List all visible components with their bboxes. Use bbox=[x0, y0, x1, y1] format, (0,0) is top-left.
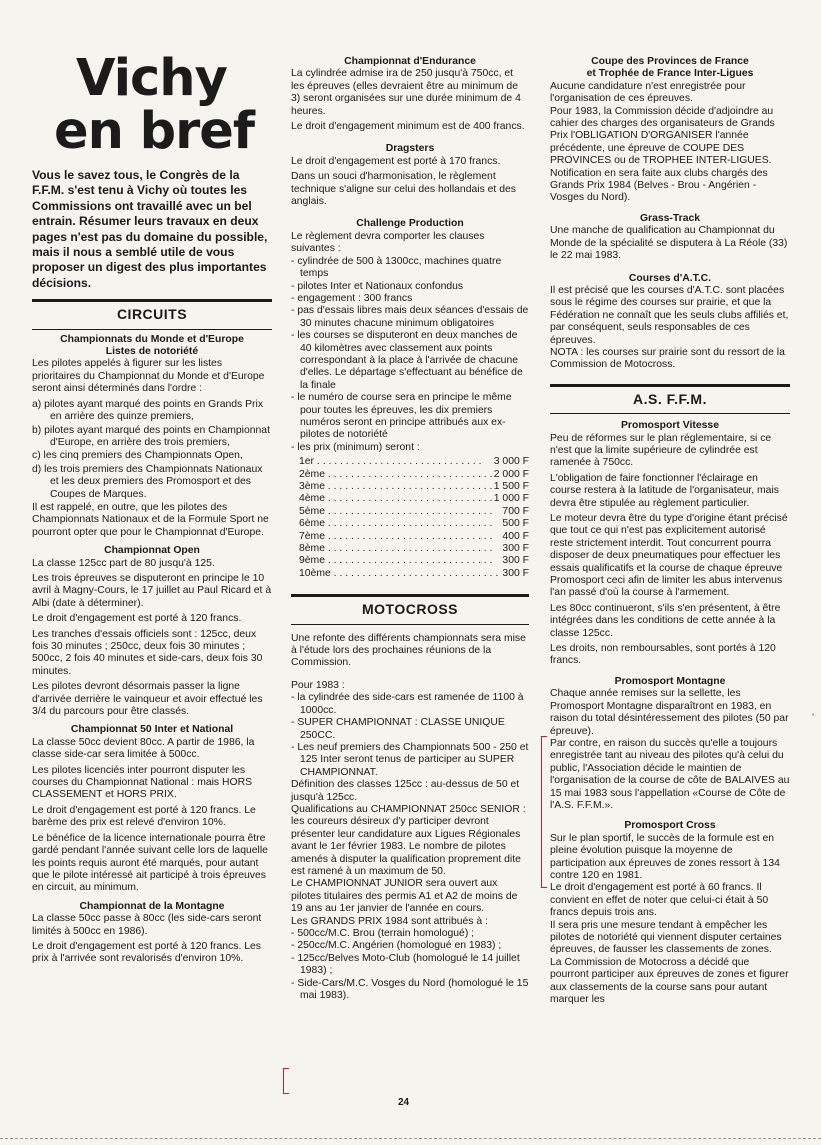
paragraph: La classe 125cc part de 80 jusqu'à 125. bbox=[32, 557, 215, 569]
paragraph: Le droit d'engagement est porté à 120 francs. Le barème des prix est relevé d'environ 10%. bbox=[32, 804, 256, 829]
heading-promo-montagne: Promosport Montagne bbox=[614, 675, 726, 687]
paragraph: Il est précisé que les courses d'A.T.C. sont placées sous le régime des courses sur prairie, et que la Fédération ne connaît que les seuls clubs affiliés et, par conséquent, seuls responsables de ces épreuves. bbox=[550, 284, 789, 346]
section-rule bbox=[550, 413, 790, 414]
heading-vitesse: Promosport Vitesse bbox=[621, 420, 719, 432]
paragraph: Une refonte des différents championnats sera mise à l'étude lors des prochaines réunions de la Commission. bbox=[291, 632, 526, 669]
list-item: - la cylindrée des side-cars est ramenée de 1100 à 1000cc. bbox=[291, 692, 524, 716]
heading-production: Challenge Production bbox=[356, 218, 464, 230]
prize-row: 10ème . . . . . . . . . . . . . . . . . . . . . . . . . . . . . 300 F bbox=[299, 567, 529, 579]
paragraph: La classe 50cc devient 80cc. A partir de 1986, la classe side-car sera limitée à 500cc. bbox=[32, 736, 255, 761]
paragraph: La Commission de Motocross a décidé que pourront participer aux épreuves de zones et figurer aux classements de la course sans pour autant marquer les bbox=[550, 956, 789, 1006]
paragraph: Les trois épreuves se disputeront en principe le 10 avril à Magny-Cours, le 17 juillet au Paul Ricard et à Albi (date à déterminer). bbox=[32, 572, 272, 609]
list-item: - 500cc/M.C. Brou (terrain homologué) ; bbox=[291, 928, 475, 939]
heading-inter50: Championnat 50 Inter et National bbox=[70, 724, 234, 736]
list-item: - 250cc/M.C. Angérien (homologué en 1983) ; bbox=[291, 940, 502, 952]
paragraph: Les droits, non remboursables, sont portés à 120 francs. bbox=[550, 643, 776, 667]
list-item: - Les neuf premiers des Championnats 500 - 250 et 125 Inter seront tenus de participer au SUPER CHAMPIONNAT. bbox=[291, 741, 529, 778]
list-item: - pas d'essais libres mais deux séances d'essais de 30 minutes chacune minimum obligatoires bbox=[291, 305, 529, 329]
paragraph: Pour 1983, la Commission décide d'adjoindre au cahier des charges des organisateurs de Grands Prix l'OBLIGATION D'ORGANISER l'année précédente, une épreuve de COUPE DES PROVINCES ou de TROPHEE INTER-LIGUES. Notification en sera faite aux clubs chargés des Grands Prix 1984 (Belves - Brou - Angérien - Vosges du Nord). bbox=[550, 105, 775, 204]
paragraph: Le droit d'engagement est porté à 60 francs. Il convient en effet de noter que celui-ci était à 50 francs depuis trois ans. bbox=[550, 882, 769, 919]
paragraph: Peu de réformes sur le plan réglementaire, si ce n'est que la limite supérieure de cylindrée est ramenée à 750cc. bbox=[550, 432, 772, 469]
heading-atc: Courses d'A.T.C. bbox=[628, 272, 712, 284]
masthead-line2: en bref bbox=[54, 102, 255, 161]
circuits-title: CIRCUITS bbox=[116, 306, 188, 323]
heading-grasstrack: Grass-Track bbox=[639, 212, 701, 224]
prize-row: 2ème . . . . . . . . . . . . . . . . . . . . . . . . . . . . . 2 000 F bbox=[299, 468, 529, 480]
red-bracket-mark bbox=[283, 1068, 289, 1094]
prize-row: 4ème . . . . . . . . . . . . . . . . . . . . . . . . . . . . . 1 000 F bbox=[299, 493, 529, 505]
list-item: b) pilotes ayant marqué des points en Championnat d'Europe, en arrière des trois premiers, bbox=[32, 424, 270, 448]
paragraph: NOTA : les courses sur prairie sont du ressort de la Commission de Motocross. bbox=[550, 346, 785, 371]
heading-montagne: Championnat de la Montagne bbox=[79, 900, 225, 912]
intro-paragraph: Vous le savez tous, le Congrès de la F.F.M. s'est tenu à Vichy où toutes les Commissions ont travaillé avec un bel entrain. Résumer leurs travaux en deux pages n'est pas du domaine du possible, mais il nous a semblé utile de vous proposer un digest des plus importantes décisions. bbox=[32, 168, 268, 290]
prize-row: 5ème . . . . . . . . . . . . . . . . . . . . . . . . . . . . . 700 F bbox=[299, 505, 529, 517]
heading-coupe: Coupe des Provinces de France bbox=[591, 56, 749, 67]
paragraph: Le droit d'engagement est porté à 120 francs. Les prix à l'arrivée sont revalorisés d'environ 10%. bbox=[32, 940, 261, 965]
heading-open: Championnat Open bbox=[104, 545, 200, 557]
section-rule bbox=[550, 384, 790, 387]
list-item: - engagement : 300 francs bbox=[291, 292, 413, 304]
prize-table bbox=[291, 456, 529, 580]
motocross-title: MOTOCROSS bbox=[361, 601, 459, 618]
prize-row: 7ème . . . . . . . . . . . . . . . . . . . . . . . . . . . . . 400 F bbox=[299, 530, 529, 542]
paragraph: Par contre, en raison du succès qu'elle a toujours enregistrée tant au niveau des pilotes qu'à celui du public, l'Association décide le maintien de l'organisation de la course de côte de BALAIVES au 15 mai 1983 sous l'appellation «Course de Côte de l'A.S. F.F.M.». bbox=[550, 737, 790, 811]
paragraph: Qualifications au CHAMPIONNAT 250cc SENIOR : les coureurs désireux d'y participer devront présenter leur candidature aux Ligues Régionales avant le 1er février 1983. Le nombre de pilotes amenés à disputer la qualification proprement dite est ramené à un maximum de 50. bbox=[291, 803, 526, 877]
prize-row: 9ème . . . . . . . . . . . . . . . . . . . . . . . . . . . . . 300 F bbox=[299, 555, 529, 567]
prize-row: 6ème . . . . . . . . . . . . . . . . . . . . . . . . . . . . . 500 F bbox=[299, 518, 529, 530]
page-number: 24 bbox=[398, 1097, 410, 1108]
list-item: - SUPER CHAMPIONNAT : CLASSE UNIQUE 250CC. bbox=[291, 717, 505, 741]
column-left bbox=[32, 0, 272, 969]
heading-dragsters: Dragsters bbox=[385, 143, 435, 155]
heading-notoriete: Listes de notoriété bbox=[105, 346, 199, 358]
red-bracket-mark bbox=[541, 736, 547, 888]
list-item: - 125cc/Belves Moto-Club (homologué le 14 juillet 1983) ; bbox=[291, 952, 520, 977]
paragraph: Il sera pris une mesure tendant à empêcher les pilotes de notoriété qui viennent disputer certaines épreuves, de fausser les classements de zones. bbox=[550, 919, 782, 956]
paragraph: Pour 1983 : bbox=[291, 679, 345, 691]
section-rule bbox=[32, 329, 272, 330]
prize-row: 3ème . . . . . . . . . . . . . . . . . . . . . . . . . . . . . 1 500 F bbox=[299, 481, 529, 492]
pencil-tick-mark: ' bbox=[812, 712, 815, 724]
paragraph: Le CHAMPIONNAT JUNIOR sera ouvert aux pilotes titulaires des permis A1 et A2 de moins de 19 ans au 1er janvier de l'année en cours. bbox=[291, 878, 518, 915]
paragraph: Une manche de qualification au Championnat du Monde de la spécialité se disputera à La Réole (33) le 22 mai 1983. bbox=[550, 225, 788, 262]
paragraph: Il est rappelé, en outre, que les pilotes des Championnats Nationaux et de la Formule Sport ne pourront opter que pour le Championnat d'Europe. bbox=[32, 501, 269, 538]
paragraph: Les 80cc continueront, s'ils s'en présentent, à être intégrées dans les conditions de cette année à la classe 125cc. bbox=[550, 602, 781, 639]
list-item: - le numéro de course sera en principe le même pour toutes les épreuves, les dix premiers numéros seront en principe attribués aux ex-pilotes de notoriété bbox=[291, 392, 512, 441]
paragraph: Les pilotes licenciés inter pourront disputer les courses du Championnat National : mais HORS CLASSEMENT et HORS PRIX. bbox=[32, 764, 253, 801]
list-item: - Side-Cars/M.C. Vosges du Nord (homologué le 15 mai 1983). bbox=[291, 977, 529, 1002]
paragraph: Les pilotes devront désormais passer la ligne d'arrivée derrière le vainqueur et avoir effectué les 3/4 du parcours pour être classés. bbox=[32, 681, 263, 718]
paragraph: La classe 50cc passe à 80cc (les side-cars seront limités à 500cc en 1986). bbox=[32, 913, 262, 937]
paragraph: L'obligation de faire fonctionner l'éclairage en course restera à la latitude de l'organisateur, mais devra être stipulée au règlement particulier. bbox=[550, 472, 779, 509]
paragraph: Aucune candidature n'est enregistrée pour l'organisation de ces épreuves. bbox=[550, 80, 746, 105]
paragraph: Le moteur devra être du type d'origine étant précisé que tout ce qui n'est pas explicitement autorisé reste strictement interdit. Tout concurrent pourra disposer de deux pneumatiques pour effectuer les essais qualificatifs et la course de chaque épreuve Promosport ceci afin de limiter les abus intervenus l'an passé d'où la course à l'armement. bbox=[550, 513, 788, 599]
paragraph: Les pilotes appelés à figurer sur les listes prioritaires du Championnat du Monde et d'Europe seront ainsi déterminés dans l'ordre : bbox=[32, 358, 265, 395]
paragraph: Le règlement devra comporter les clauses suivantes : bbox=[291, 230, 485, 255]
paragraph: Le droit d'engagement minimum est de 400 francs. bbox=[291, 121, 525, 133]
prize-row: 8ème . . . . . . . . . . . . . . . . . . . . . . . . . . . . . 300 F bbox=[299, 543, 529, 555]
masthead bbox=[54, 49, 272, 161]
paragraph: Le bénéfice de la licence internationale pourra être gardé pendant l'année suivant celle lors de laquelle les points requis auront été marqués, pour autant que le pilote intéressé ait participé à trois épreuves en circuit, au minimum. bbox=[32, 832, 268, 894]
list-item: d) les trois premiers des Championnats Nationaux et les deux premiers des Promosport et des Coupes de Marques. bbox=[32, 463, 263, 500]
paragraph: La cylindrée admise ira de 250 jusqu'à 750cc, et les épreuves (elles devraient être au minimum de 3) seront organisées sur une durée minimum de 4 heures. bbox=[291, 68, 521, 117]
heading-trophee: et Trophée de France Inter-Ligues bbox=[586, 68, 754, 80]
paragraph: Définition des classes 125cc : au-dessus de 50 et jusqu'à 125cc. bbox=[291, 779, 520, 803]
section-rule bbox=[291, 624, 529, 625]
page-edge-line bbox=[0, 1138, 821, 1139]
heading-endurance: Championnat d'Endurance bbox=[344, 56, 476, 67]
heading-monde: Championnats du Monde et d'Europe bbox=[60, 333, 244, 345]
list-item: - les prix (minimum) seront : bbox=[291, 441, 420, 453]
section-rule bbox=[32, 299, 272, 302]
list-item: - cylindrée de 500 à 1300cc, machines quatre temps bbox=[291, 255, 502, 280]
paragraph: Le droit d'engagement est porté à 170 francs. bbox=[291, 155, 501, 167]
section-rule bbox=[291, 594, 529, 597]
list-item: - pilotes Inter et Nationaux confondus bbox=[291, 280, 464, 292]
column-middle bbox=[291, 56, 529, 1002]
masthead-line1: Vichy bbox=[76, 49, 227, 108]
column-right bbox=[550, 56, 790, 1006]
prize-row: 1er . . . . . . . . . . . . . . . . . . . . . . . . . . . . . 3 000 F bbox=[299, 456, 529, 468]
paragraph: Dans un souci d'harmonisation, le règlement technique s'aligne sur celui des hollandais et des anglais. bbox=[291, 171, 516, 208]
list-item: - les courses se disputeront en deux manches de 40 kilomètres avec classement aux points correspondant à la place à l'arrivée de chacune d'elles. Le départage s'effectuant au bénéfice de la finale bbox=[291, 330, 523, 391]
paragraph: Sur le plan sportif, le succès de la formule est en pleine évolution puisque la moyenne de participation aux épreuves de zones ressort à 134 contre 120 en 1981. bbox=[550, 832, 780, 881]
paragraph: Chaque année remises sur la sellette, les Promosport Montagne disparaîtront en 1983, en raison du total désintéressement des pilotes (50 par épreuve). bbox=[550, 688, 789, 737]
heading-promo-cross: Promosport Cross bbox=[624, 820, 716, 832]
asffm-title: A.S. F.F.M. bbox=[633, 390, 707, 407]
paragraph: Les tranches d'essais officiels sont : 125cc, deux fois 30 minutes ; 250cc, deux fois 30 minutes ; 500cc, 2 fois 40 minutes et side-cars, deux fois 30 minutes. bbox=[32, 628, 263, 677]
paragraph: Le droit d'engagement est porté à 120 francs. bbox=[32, 613, 242, 625]
list-item: c) les cinq premiers des Championnats Open, bbox=[32, 450, 243, 462]
list-item: a) pilotes ayant marqué des points en Grands Prix en arrière des quinze premiers, bbox=[32, 398, 264, 423]
paragraph: Les GRANDS PRIX 1984 sont attribués à : bbox=[291, 915, 488, 927]
